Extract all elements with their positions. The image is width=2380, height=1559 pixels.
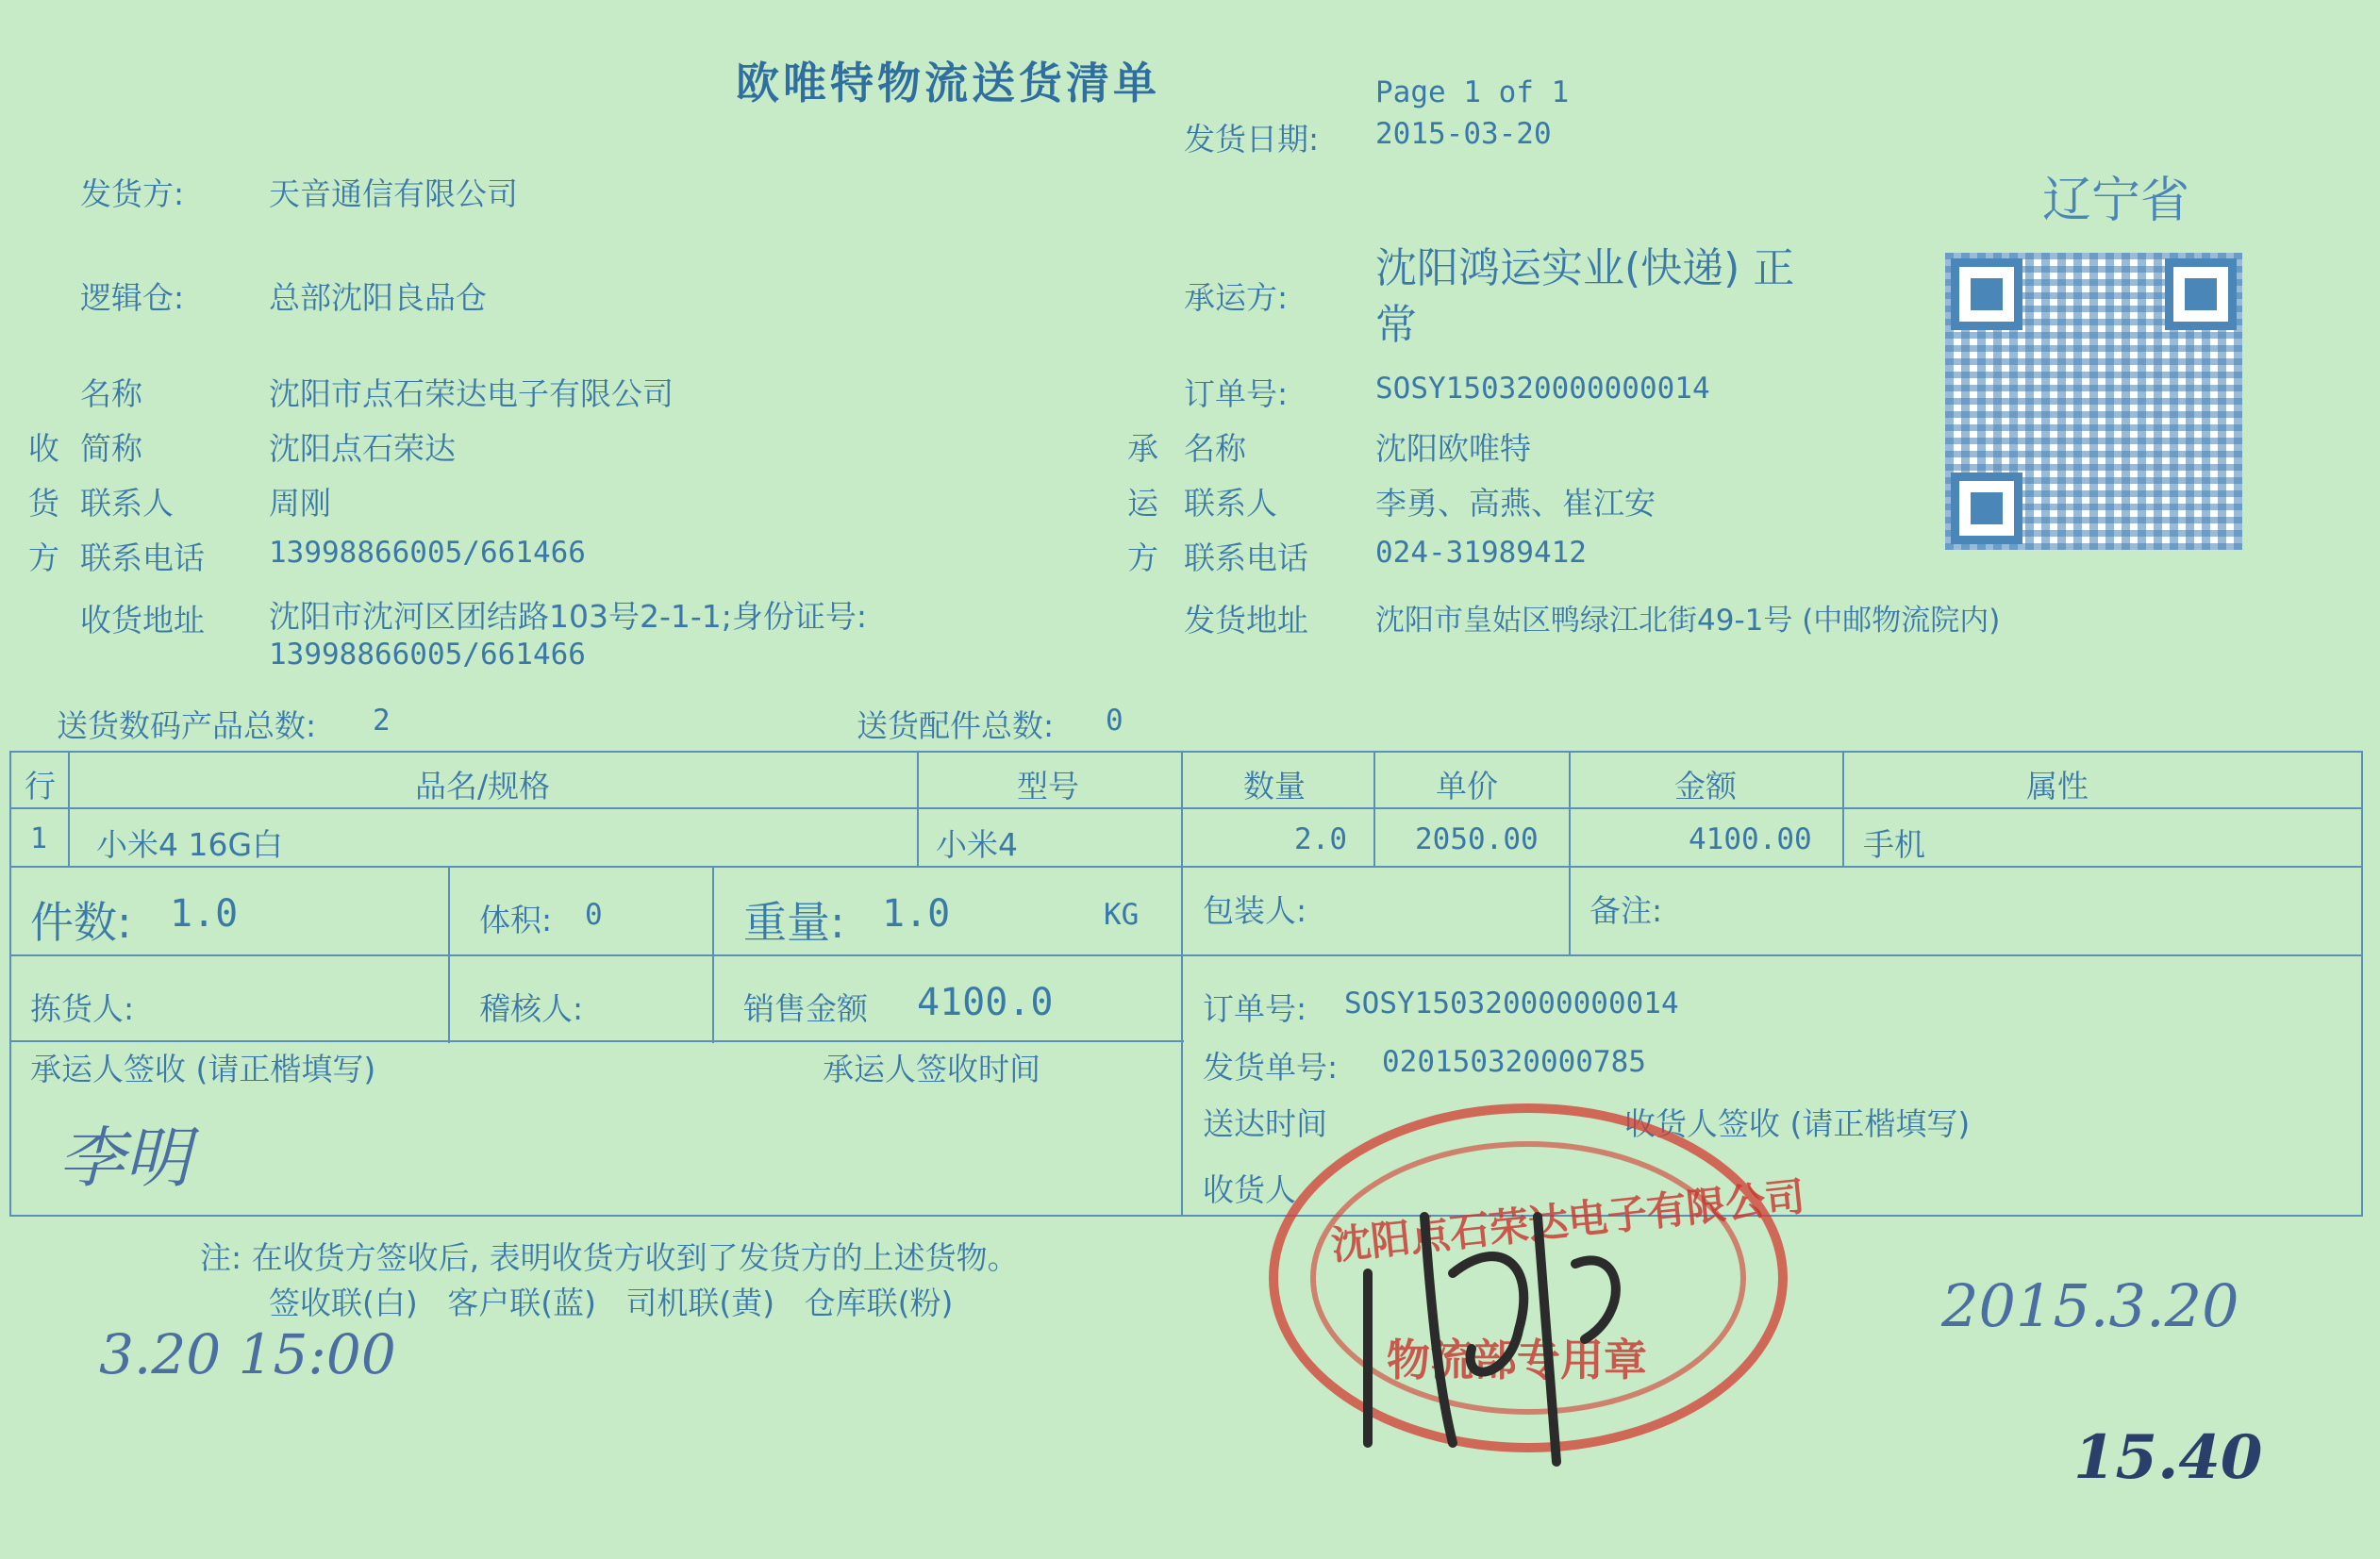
- receiver-address: 沈阳市沈河区团结路103号2-1-1;身份证号:: [269, 598, 868, 635]
- footer-copies: 签收联(白) 客户联(蓝) 司机联(黄) 仓库联(粉): [269, 1285, 954, 1321]
- shipper-value: 天音通信有限公司: [269, 175, 518, 212]
- checker-label: 稽核人:: [479, 990, 584, 1027]
- order-number: SOSY150320000000014: [1375, 372, 1710, 406]
- handwritten-time-left: 3.20 15:00: [99, 1322, 396, 1386]
- digital-total-label: 送货数码产品总数:: [57, 707, 317, 744]
- volume-label: 体积:: [479, 902, 553, 938]
- table-border: [9, 1040, 1184, 1042]
- bottom-order-number: SOSY150320000000014: [1344, 987, 1679, 1020]
- parts-total: 0: [1106, 704, 1123, 738]
- carrier-name-label: 名称: [1184, 430, 1246, 467]
- carrier-sign-label: 承运人签收 (请正楷填写): [30, 1051, 376, 1087]
- shipper-label: 发货方:: [80, 175, 185, 212]
- province-label: 辽宁省: [2042, 173, 2190, 229]
- receiver-side-char: 收: [28, 430, 59, 467]
- page-indicator: Page 1 of 1: [1375, 75, 1570, 109]
- table-header-cell: 行: [25, 768, 56, 804]
- receiver-side-char: 货: [28, 485, 59, 522]
- weight-value: 1.0: [882, 892, 951, 936]
- table-header-cell: 单价: [1436, 768, 1498, 804]
- receiver-signature: [1349, 1160, 1660, 1471]
- table-header-cell: 品名/规格: [415, 768, 551, 804]
- table-border: [1373, 751, 1375, 868]
- ship-date: 2015-03-20: [1375, 117, 1552, 151]
- ship-no-label: 发货单号:: [1203, 1049, 1339, 1086]
- weight-label: 重量:: [743, 897, 845, 948]
- receiver-address-label: 收货地址: [80, 602, 205, 639]
- table-header-cell: 属性: [2026, 768, 2089, 804]
- sales-label: 销售金额: [743, 990, 868, 1027]
- carrier-contact-label: 联系人: [1184, 485, 1277, 522]
- carrier-side-char: 方: [1127, 539, 1158, 576]
- carrier-side-char: 承: [1127, 430, 1158, 467]
- carrier-value-cont: 常: [1375, 301, 1417, 349]
- carrier-address: 沈阳市皇姑区鸭绿江北街49-1号 (中邮物流院内): [1375, 604, 2001, 638]
- picker-label: 拣货人:: [30, 990, 135, 1027]
- carrier-contact: 李勇、高燕、崔江安: [1375, 485, 1656, 522]
- table-cell-amount: 4100.00: [1689, 822, 1812, 856]
- document-title: 欧唯特物流送货清单: [736, 58, 1160, 108]
- table-border: [917, 751, 919, 868]
- receiver-phone: 13998866005/661466: [269, 536, 586, 570]
- carrier-label: 承运方:: [1184, 279, 1289, 316]
- table-border: [9, 954, 2363, 956]
- bottom-order-label: 订单号:: [1203, 990, 1307, 1027]
- qr-finder: [2165, 258, 2237, 330]
- carrier-phone: 024-31989412: [1375, 536, 1587, 570]
- stamp-text-bottom: 物流部专用章: [1387, 1335, 1647, 1385]
- receiver-side-char: 方: [28, 539, 59, 576]
- qr-finder: [1951, 258, 2022, 330]
- digital-total: 2: [373, 704, 391, 738]
- receiver-contact-label: 联系人: [80, 485, 174, 522]
- receiver-name-label: 名称: [80, 375, 142, 412]
- table-cell-model: 小米4: [936, 826, 1018, 863]
- pieces-value: 1.0: [170, 892, 239, 936]
- receiver-contact: 周刚: [269, 485, 331, 522]
- table-border: [9, 866, 2363, 868]
- qr-finder: [1951, 473, 2022, 544]
- table-cell-product: 小米4 16G白: [96, 826, 284, 863]
- receiver-sign-label: 收货人签收 (请正楷填写): [1624, 1105, 1971, 1142]
- carrier-signature: 李明: [58, 1119, 191, 1197]
- receiver-short-label: 简称: [80, 430, 142, 467]
- pieces-label: 件数:: [30, 897, 132, 948]
- volume-value: 0: [585, 898, 603, 932]
- table-border: [9, 1215, 2363, 1217]
- table-cell-attribute: 手机: [1863, 826, 1925, 863]
- carrier-side-char: 运: [1127, 485, 1158, 522]
- table-header-cell: 数量: [1243, 768, 1306, 804]
- weight-unit: KG: [1104, 898, 1140, 932]
- table-border: [9, 751, 11, 1217]
- footer-note: 注: 在收货方签收后, 表明收货方收到了发货方的上述货物。: [200, 1239, 1019, 1276]
- table-border: [9, 751, 2363, 753]
- carrier-sign-time-label: 承运人签收时间: [823, 1051, 1040, 1087]
- carrier-name: 沈阳欧唯特: [1375, 430, 1531, 467]
- receiver-phone-label: 联系电话: [80, 539, 205, 576]
- qr-code: [1945, 253, 2242, 550]
- receiver-short: 沈阳点石荣达: [269, 430, 456, 467]
- carrier-phone-label: 联系电话: [1184, 539, 1308, 576]
- table-border: [1181, 751, 1183, 1217]
- order-label: 订单号:: [1184, 375, 1289, 412]
- receiver-label: 收货人: [1203, 1171, 1296, 1208]
- ship-no: 020150320000785: [1382, 1045, 1646, 1079]
- stamp-text-top: 沈阳点石荣达电子有限公司: [1329, 1172, 1807, 1269]
- sales-value: 4100.0: [917, 981, 1054, 1024]
- table-cell-row-number: 1: [30, 822, 48, 855]
- parts-total-label: 送货配件总数:: [857, 707, 1055, 744]
- table-header-cell: 型号: [1017, 768, 1079, 804]
- table-cell-quantity: 2.0: [1294, 822, 1347, 856]
- carrier-value: 沈阳鸿运实业(快递) 正: [1375, 244, 1795, 292]
- receiver-address-cont: 13998866005/661466: [269, 638, 586, 672]
- handwritten-date-right: 2015.3.20: [1941, 1271, 2239, 1340]
- remark-label: 备注:: [1589, 892, 1663, 929]
- receiver-name: 沈阳市点石荣达电子有限公司: [269, 375, 674, 412]
- table-border: [448, 866, 450, 1043]
- carrier-address-label: 发货地址: [1184, 602, 1308, 639]
- handwritten-time-right: 15.40: [2073, 1422, 2263, 1493]
- warehouse-label: 逻辑仓:: [80, 279, 185, 316]
- packer-label: 包装人:: [1203, 892, 1307, 929]
- table-border: [2361, 751, 2363, 1217]
- ship-date-label: 发货日期:: [1184, 121, 1320, 158]
- table-border: [9, 807, 2363, 809]
- table-cell-unit-price: 2050.00: [1415, 822, 1539, 856]
- table-border: [1569, 751, 1571, 954]
- table-header-cell: 金额: [1674, 768, 1737, 804]
- table-border: [68, 751, 70, 868]
- delivery-time-label: 送达时间: [1203, 1105, 1327, 1142]
- table-border: [712, 866, 714, 1043]
- table-border: [1842, 751, 1844, 868]
- warehouse-value: 总部沈阳良品仓: [269, 279, 487, 316]
